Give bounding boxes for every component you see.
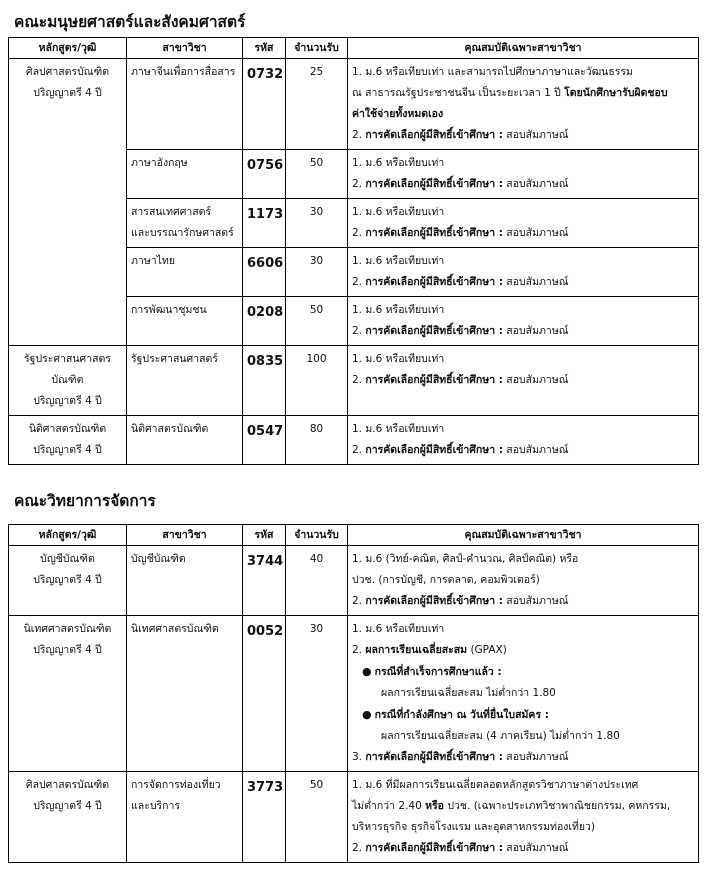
requirement-text: บริหารธุรกิจ ธุรกิจโรงแรม และอุตสาหกรรมท่องเที่ยว): [352, 821, 596, 833]
requirements-cell: [348, 297, 699, 346]
column-header: รหัส: [243, 525, 286, 546]
requirements-cell: [348, 59, 699, 150]
major-cell: [127, 150, 243, 199]
major-line: รัฐประศาสนศาสตร์: [131, 353, 218, 365]
seats-cell: 25: [286, 59, 348, 150]
requirement-text-bold: หรือ: [425, 800, 444, 812]
major-line: ภาษาไทย: [131, 255, 175, 267]
requirement-text-bold: การคัดเลือกผู้มีสิทธิ์เข้าศึกษา :: [365, 751, 503, 763]
major-cell: [127, 346, 243, 416]
requirement-text: สอบสัมภาษณ์: [502, 129, 569, 141]
requirement-text-bold: การคัดเลือกผู้มีสิทธิ์เข้าศึกษา :: [365, 842, 503, 854]
table-row: [9, 772, 699, 863]
requirements-cell: [348, 416, 699, 465]
requirement-text: 2.: [352, 227, 366, 239]
requirement-text-bold: การคัดเลือกผู้มีสิทธิ์เข้าศึกษา :: [365, 178, 503, 190]
requirement-text: ปวช. (เฉพาะประเภทวิชาพาณิชยกรรม, คหกรรม,: [444, 800, 671, 812]
seats-cell: 80: [286, 416, 348, 465]
table-row: [9, 59, 699, 150]
requirement-text-bold: โดยนักศึกษารับผิดชอบ: [564, 87, 668, 99]
code-cell: 0052: [243, 616, 286, 772]
requirement-text: ไม่ต่ำกว่า 2.40: [352, 800, 426, 812]
requirements-cell: [348, 248, 699, 297]
requirement-line: [352, 300, 694, 321]
requirement-line: [352, 321, 694, 342]
major-cell: [127, 416, 243, 465]
requirement-text: ผลการเรียนเฉลี่ยสะสม ไม่ต่ำกว่า 1.80: [381, 687, 556, 699]
seats-cell: 30: [286, 199, 348, 248]
table-row: [9, 416, 699, 465]
requirement-line: [352, 817, 694, 838]
requirements-cell: [348, 772, 699, 863]
program-cell: [9, 59, 127, 346]
program-line: รัฐประศาสนศาสตร: [24, 353, 111, 365]
requirement-line: [352, 747, 694, 768]
major-cell: [127, 546, 243, 616]
requirement-line: [352, 223, 694, 244]
major-line: การพัฒนาชุมชน: [131, 304, 207, 316]
requirement-line: [352, 104, 694, 125]
requirement-text: สอบสัมภาษณ์: [502, 842, 569, 854]
table-row: [9, 616, 699, 772]
requirement-line: [352, 202, 694, 223]
seats-cell: 50: [286, 297, 348, 346]
bullet-icon: ●: [362, 665, 372, 678]
requirement-line: [352, 83, 694, 104]
requirement-text: 1. ม.6 (วิทย์-คณิต, ศิลป์-คำนวณ, ศิลป์คณิต) หรือ: [352, 553, 579, 565]
requirement-text-bold: การคัดเลือกผู้มีสิทธิ์เข้าศึกษา :: [365, 227, 503, 239]
program-line: ปริญญาตรี 4 ปี: [33, 644, 102, 656]
bullet-icon: ●: [362, 708, 372, 721]
requirement-text: 1. ม.6 หรือเทียบเท่า: [352, 157, 445, 169]
major-line: บัญชีบัณฑิต: [131, 553, 186, 565]
major-line: นิเทศศาสตรบัณฑิต: [131, 623, 219, 635]
column-header: รหัส: [243, 38, 286, 59]
code-cell: 0208: [243, 297, 286, 346]
program-line: นิติศาสตรบัณฑิต: [28, 423, 107, 435]
requirement-line: [352, 591, 694, 612]
major-cell: [127, 59, 243, 150]
requirement-text-bold: กรณีที่กำลังศึกษา ณ วันที่ยื่นใบสมัคร :: [374, 709, 549, 721]
major-line: สารสนเทศศาสตร์: [131, 206, 212, 218]
code-cell: 0756: [243, 150, 286, 199]
major-cell: [127, 248, 243, 297]
requirement-text: 1. ม.6 หรือเทียบเท่า: [352, 623, 445, 635]
requirements-cell: [348, 546, 699, 616]
seats-cell: 100: [286, 346, 348, 416]
requirement-text: 1. ม.6 หรือเทียบเท่า: [352, 255, 445, 267]
major-cell: [127, 297, 243, 346]
table-row: [9, 546, 699, 616]
code-cell: 3773: [243, 772, 286, 863]
requirement-line: [352, 683, 694, 704]
seats-cell: 50: [286, 772, 348, 863]
requirement-line: [352, 570, 694, 591]
column-header: คุณสมบัติเฉพาะสาขาวิชา: [348, 525, 699, 546]
requirement-text: 2.: [352, 595, 366, 607]
program-cell: [9, 416, 127, 465]
requirement-text: สอบสัมภาษณ์: [502, 751, 569, 763]
program-cell: [9, 546, 127, 616]
requirement-text: (GPAX): [467, 644, 507, 656]
requirement-text: สอบสัมภาษณ์: [502, 374, 569, 386]
column-header: หลักสูตร/วุฒิ: [9, 525, 127, 546]
column-header: จำนวนรับ: [286, 525, 348, 546]
header-row: [9, 38, 699, 59]
column-header: จำนวนรับ: [286, 38, 348, 59]
requirement-text: 1. ม.6 หรือเทียบเท่า และสามารถไปศึกษาภาษาและวัฒนธรรม: [352, 66, 633, 78]
requirement-text: สอบสัมภาษณ์: [502, 227, 569, 239]
major-line: และบริการ: [131, 800, 181, 812]
program-cell: [9, 616, 127, 772]
program-line: บัณฑิต: [51, 374, 84, 386]
requirement-text: ผลการเรียนเฉลี่ยสะสม (4 ภาคเรียน) ไม่ต่ำกว่า 1.80: [381, 730, 620, 742]
requirement-text-bold: การคัดเลือกผู้มีสิทธิ์เข้าศึกษา :: [365, 276, 503, 288]
program-line: ปริญญาตรี 4 ปี: [33, 87, 102, 99]
requirement-line: [352, 796, 694, 817]
requirement-text: 1. ม.6 ที่มีผลการเรียนเฉลี่ยตลอดหลักสูตรวิชาภาษาต่างประเทศ: [352, 779, 639, 791]
code-cell: 0835: [243, 346, 286, 416]
major-line: และบรรณารักษศาสตร์: [131, 227, 234, 239]
requirement-text: 3.: [352, 751, 366, 763]
seats-cell: 50: [286, 150, 348, 199]
code-cell: 0547: [243, 416, 286, 465]
column-header: หลักสูตร/วุฒิ: [9, 38, 127, 59]
program-cell: [9, 346, 127, 416]
requirements-cell: [348, 199, 699, 248]
requirement-line: [352, 349, 694, 370]
requirement-line: [352, 272, 694, 293]
requirement-line: [352, 440, 694, 461]
requirement-line: [352, 251, 694, 272]
requirement-line: [352, 775, 694, 796]
requirement-text: สอบสัมภาษณ์: [502, 595, 569, 607]
program-line: ศิลปศาสตรบัณฑิต: [25, 779, 110, 791]
requirements-cell: [348, 616, 699, 772]
requirement-line: [352, 153, 694, 174]
program-line: นิเทศศาสตรบัณฑิต: [23, 623, 112, 635]
program-line: บัญชีบัณฑิต: [40, 553, 95, 565]
requirement-line: [352, 661, 694, 683]
program-line: ศิลปศาสตรบัณฑิต: [25, 66, 110, 78]
requirement-text: 2.: [352, 276, 366, 288]
requirement-text: 2.: [352, 444, 366, 456]
code-cell: 0732: [243, 59, 286, 150]
code-cell: 1173: [243, 199, 286, 248]
requirement-text: 1. ม.6 หรือเทียบเท่า: [352, 304, 445, 316]
requirement-text-bold: การคัดเลือกผู้มีสิทธิ์เข้าศึกษา :: [365, 374, 503, 386]
major-line: นิติศาสตรบัณฑิต: [131, 423, 209, 435]
major-cell: [127, 772, 243, 863]
requirement-text: สอบสัมภาษณ์: [502, 276, 569, 288]
code-cell: 6606: [243, 248, 286, 297]
requirement-line: [352, 619, 694, 640]
seats-cell: 30: [286, 616, 348, 772]
requirement-text: 2.: [352, 374, 366, 386]
requirements-cell: [348, 346, 699, 416]
requirement-text-bold: การคัดเลือกผู้มีสิทธิ์เข้าศึกษา :: [365, 325, 503, 337]
major-line: ภาษาอังกฤษ: [131, 157, 188, 169]
code-cell: 3744: [243, 546, 286, 616]
seats-cell: 30: [286, 248, 348, 297]
requirement-line: [352, 419, 694, 440]
section-title: คณะวิทยาการจัดการ: [14, 492, 156, 510]
requirement-text: ปวช. (การบัญชี, การตลาด, คอมพิวเตอร์): [352, 574, 540, 586]
program-cell: [9, 772, 127, 863]
program-line: ปริญญาตรี 4 ปี: [33, 574, 102, 586]
major-line: การจัดการท่องเที่ยว: [131, 779, 221, 791]
seats-cell: 40: [286, 546, 348, 616]
requirement-text: 1. ม.6 หรือเทียบเท่า: [352, 206, 445, 218]
requirement-line: [352, 704, 694, 726]
requirement-text: 2.: [352, 325, 366, 337]
program-line: ปริญญาตรี 4 ปี: [33, 800, 102, 812]
requirement-text: 2.: [352, 129, 366, 141]
requirement-text-bold: ผลการเรียนเฉลี่ยสะสม: [365, 644, 468, 656]
requirements-cell: [348, 150, 699, 199]
requirement-text: สอบสัมภาษณ์: [502, 178, 569, 190]
requirement-line: [352, 370, 694, 391]
requirement-text: ณ สาธารณรัฐประชาชนจีน เป็นระยะเวลา 1 ปี: [352, 87, 565, 99]
column-header: คุณสมบัติเฉพาะสาขาวิชา: [348, 38, 699, 59]
requirement-text: 2.: [352, 644, 366, 656]
requirement-text-bold: การคัดเลือกผู้มีสิทธิ์เข้าศึกษา :: [365, 595, 503, 607]
requirement-line: [352, 549, 694, 570]
requirement-text: สอบสัมภาษณ์: [502, 325, 569, 337]
column-header: สาขาวิชา: [127, 525, 243, 546]
requirement-text: 1. ม.6 หรือเทียบเท่า: [352, 423, 445, 435]
requirement-line: [352, 125, 694, 146]
requirement-text: 2.: [352, 178, 366, 190]
requirement-text: สอบสัมภาษณ์: [502, 444, 569, 456]
requirement-text-bold: การคัดเลือกผู้มีสิทธิ์เข้าศึกษา :: [365, 444, 503, 456]
header-row: [9, 525, 699, 546]
requirement-line: [352, 726, 694, 747]
column-header: สาขาวิชา: [127, 38, 243, 59]
admission-table: [8, 37, 699, 465]
requirement-text-bold: การคัดเลือกผู้มีสิทธิ์เข้าศึกษา :: [365, 129, 503, 141]
requirement-text-bold: ค่าใช้จ่ายทั้งหมดเอง: [352, 108, 444, 120]
requirement-text: 2.: [352, 842, 366, 854]
program-line: ปริญญาตรี 4 ปี: [33, 395, 102, 407]
requirement-text-bold: กรณีที่สำเร็จการศึกษาแล้ว :: [374, 666, 502, 678]
requirement-line: [352, 838, 694, 859]
major-cell: [127, 616, 243, 772]
requirement-line: [352, 640, 694, 661]
program-line: ปริญญาตรี 4 ปี: [33, 444, 102, 456]
admission-table: [8, 524, 699, 863]
requirement-line: [352, 62, 694, 83]
table-row: [9, 346, 699, 416]
requirement-text: 1. ม.6 หรือเทียบเท่า: [352, 353, 445, 365]
section-title: คณะมนุษยศาสตร์และสังคมศาสตร์: [14, 13, 246, 31]
major-line: ภาษาจีนเพื่อการสื่อสาร: [131, 66, 236, 78]
requirement-line: [352, 174, 694, 195]
major-cell: [127, 199, 243, 248]
